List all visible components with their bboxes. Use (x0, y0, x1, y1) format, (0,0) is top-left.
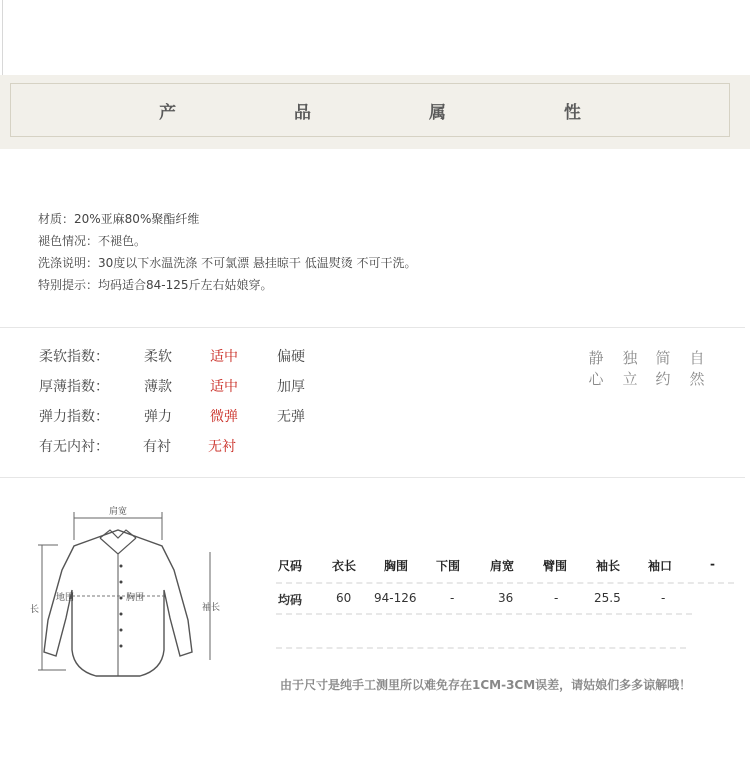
divider (0, 477, 745, 478)
divider (2, 0, 3, 75)
material-line: 材质：20%亚麻80%聚酯纤维 (38, 212, 200, 226)
index-option-selected: 微弹 (210, 409, 238, 425)
quote-char: 简 (655, 349, 671, 367)
size-header-cell: - (710, 557, 715, 571)
wash-line: 洗涤说明：30度以下水温洗涤 不可氯漂 悬挂晾干 低温熨烫 不可干洗。 (38, 256, 417, 270)
index-label: 厚薄指数： (39, 379, 109, 395)
size-header-cell: 胸围 (384, 559, 409, 573)
index-label: 有无内衬： (39, 439, 109, 455)
size-cell: 60 (336, 591, 352, 605)
size-table-header (276, 554, 736, 578)
index-option: 有衬 (143, 439, 171, 455)
size-cell: - (661, 591, 666, 605)
size-header-cell: 尺码 (278, 559, 303, 573)
shoulder-label: 肩宽 (108, 507, 128, 517)
size-header-cell: 衣长 (332, 559, 357, 573)
index-option: 无弹 (277, 409, 305, 425)
index-option-selected: 无衬 (208, 439, 236, 455)
quote-char: 独 (622, 349, 638, 367)
quote-char: 立 (622, 370, 638, 388)
shirt-diagram (22, 500, 222, 690)
size-cell: - (450, 591, 455, 605)
index-option: 加厚 (277, 379, 305, 395)
size-header-cell: 臂围 (543, 559, 568, 573)
divider (276, 582, 734, 584)
size-cell: 36 (498, 591, 514, 605)
page-title: 产 品 属 性 (159, 103, 637, 123)
divider (276, 613, 692, 615)
material-info (38, 208, 417, 296)
length-label: 长 (30, 605, 40, 615)
quote-char: 心 (588, 370, 604, 388)
tip-line: 特别提示：均码适合84-125斤左右姑娘穿。 (38, 278, 273, 292)
size-cell: 均码 (278, 593, 303, 607)
title-box (10, 83, 730, 137)
sleeve-label: 袖长 (202, 603, 221, 613)
index-option: 弹力 (144, 409, 172, 425)
size-note: 由于尺寸是纯手工测里所以难免存在1CM-3CM误差，请姑娘们多多谅解哦！ (280, 678, 692, 692)
size-table-row (276, 588, 736, 612)
index-option: 偏硬 (277, 349, 305, 365)
size-header-cell: 下围 (436, 559, 461, 573)
quote-char: 自 (689, 349, 705, 367)
divider (276, 647, 686, 649)
fade-line: 褪色情况：不褪色。 (38, 234, 147, 248)
index-option-selected: 适中 (210, 349, 238, 365)
quote-char: 然 (689, 370, 705, 388)
index-option: 柔软 (144, 349, 172, 365)
quote-char: 静 (588, 349, 604, 367)
divider (0, 327, 745, 328)
chest-label: 胸围 (126, 593, 145, 603)
size-header-cell: 袖口 (648, 559, 673, 573)
title-band (0, 75, 750, 149)
size-cell: - (554, 591, 559, 605)
index-label: 弹力指数： (39, 409, 109, 425)
size-cell: 94-126 (374, 591, 417, 605)
size-header-cell: 肩宽 (490, 559, 515, 573)
index-option-selected: 适中 (210, 379, 238, 395)
quote-char: 约 (655, 370, 671, 388)
size-cell: 25.5 (594, 591, 621, 605)
top-strip (0, 0, 750, 75)
index-option: 薄款 (144, 379, 172, 395)
size-header-cell: 袖长 (596, 559, 621, 573)
index-label: 柔软指数： (39, 349, 109, 365)
waist-label: 地围 (56, 593, 75, 603)
